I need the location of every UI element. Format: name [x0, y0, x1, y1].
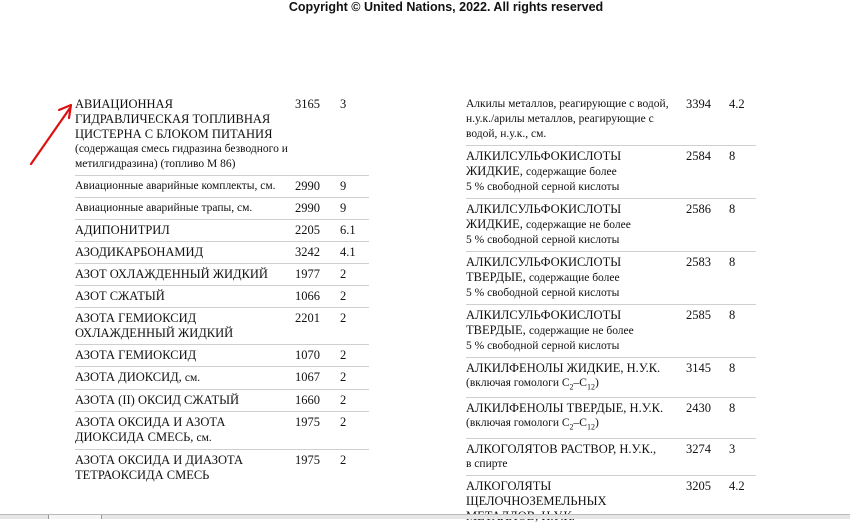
row-divider	[75, 285, 369, 286]
substance-description: 5 % свободной серной кислоты	[466, 287, 620, 299]
substance-name	[75, 201, 290, 216]
substance-entry	[466, 202, 756, 248]
row-divider	[466, 198, 756, 199]
hazard-class: 8	[729, 149, 736, 163]
row-divider	[466, 251, 756, 252]
un-number: 2990	[295, 179, 320, 193]
un-number: 2585	[686, 308, 711, 322]
substance-entry	[466, 308, 756, 354]
row-divider	[466, 145, 756, 146]
substance-entry	[466, 149, 756, 195]
un-number: 3145	[686, 361, 711, 375]
hazard-class: 8	[729, 202, 736, 216]
substance-title: АЗОДИКАРБОНАМИД	[75, 245, 204, 259]
substance-entry	[75, 415, 375, 446]
substance-qualifier: содержащие не более	[526, 219, 631, 231]
hazard-class: 8	[729, 308, 736, 322]
substance-entry	[466, 361, 756, 394]
substance-name	[75, 453, 290, 483]
substance-name	[466, 255, 681, 301]
substance-description: Алкилы металлов, реагирующие с водой, н.у.к./арилы металлов, реагирующие с водой, н.у.к., см.	[466, 98, 669, 140]
un-number: 1660	[295, 393, 320, 407]
row-divider	[466, 357, 756, 358]
substance-entry	[466, 401, 756, 434]
substance-name	[466, 442, 681, 472]
substance-entry	[75, 201, 375, 216]
un-number: 3274	[686, 441, 711, 456]
hazard-class: 8	[729, 255, 736, 269]
substance-entry	[466, 442, 756, 472]
substance-name	[75, 348, 290, 363]
row-divider	[75, 241, 369, 242]
substance-qualifier: содержащие не более	[528, 325, 634, 337]
un-number: 3242	[295, 245, 320, 259]
un-number: 2990	[295, 201, 320, 215]
copyright-notice: Copyright © United Nations, 2022. All rights reserved	[288, 0, 604, 14]
substance-title: АЗОТ ОХЛАЖДЕННЫЙ ЖИДКИЙ	[75, 267, 268, 281]
substance-entry	[75, 223, 375, 238]
hazard-class: 4.2	[729, 97, 745, 111]
substance-name	[466, 361, 681, 394]
right-column	[466, 97, 756, 524]
un-number: 2584	[686, 149, 711, 163]
row-divider	[75, 344, 369, 345]
substance-entry	[75, 289, 375, 304]
un-number: 1067	[295, 370, 320, 384]
hazard-class: 3	[340, 97, 347, 111]
hazard-class: 4.1	[340, 245, 356, 259]
substance-entry	[75, 179, 375, 194]
substance-description: 5 % свободной серной кислоты	[466, 181, 620, 193]
substance-qualifier: содержащие более	[526, 166, 617, 178]
substance-qualifier: см.	[184, 372, 201, 384]
hazard-class: 4.2	[729, 478, 745, 493]
hazard-class: 2	[340, 348, 347, 362]
substance-name	[75, 415, 290, 446]
substance-name	[75, 289, 290, 304]
un-number: 2583	[686, 255, 711, 269]
substance-description: (содержащая смесь гидразина безводного и метилгидразина) (топливо М 86)	[75, 143, 288, 170]
row-divider	[75, 411, 369, 412]
scrollbar-thumb[interactable]	[48, 515, 102, 519]
hazard-class: 2	[340, 289, 347, 303]
substance-description: (включая гомологи $C_2-C_{12}$)	[466, 417, 599, 432]
row-divider	[466, 475, 756, 476]
un-number: 1975	[295, 453, 320, 467]
row-divider	[75, 366, 369, 367]
hazard-class: 2	[340, 370, 347, 384]
substance-title: АВИАЦИОННАЯ ГИДРАВЛИЧЕСКАЯ ТОПЛИВНАЯ ЦИСТЕРНА С БЛОКОМ ПИТАНИЯ	[75, 97, 273, 141]
row-divider	[466, 304, 756, 305]
substance-title: АЛКИЛСУЛЬФОКИСЛОТЫ ТВЕРДЫЕ,	[466, 308, 622, 337]
substance-name	[75, 393, 290, 408]
hazard-class: 8	[729, 401, 736, 416]
un-number: 3165	[295, 97, 320, 111]
substance-qualifier: содержащие более	[528, 272, 620, 284]
left-column	[75, 97, 375, 483]
substance-name	[75, 223, 290, 238]
hazard-class: 2	[340, 267, 347, 281]
substance-name	[75, 245, 290, 260]
substance-qualifier: см.	[196, 432, 212, 444]
substance-entry	[75, 267, 375, 282]
substance-title: АДИПОНИТРИЛ	[75, 223, 170, 237]
red-arrow-annotation	[28, 100, 76, 168]
substance-title: АЗОТА ОКСИДА И ДИАЗОТА ТЕТРАОКСИДА СМЕСЬ	[75, 453, 244, 482]
substance-description: Авиационные аварийные трапы, см.	[75, 202, 253, 214]
substance-title: АЛКОГОЛЯТОВ РАСТВОР, Н.У.К.,	[466, 441, 657, 456]
horizontal-scrollbar[interactable]	[0, 514, 850, 519]
row-divider	[75, 449, 369, 450]
substance-title: АЛКОГОЛЯТЫ ЩЕЛОЧНОЗЕМЕЛЬНЫХ	[466, 478, 607, 508]
hazard-class: 9	[340, 179, 347, 193]
un-number: 1070	[295, 348, 320, 362]
row-divider	[466, 438, 756, 439]
row-divider	[75, 175, 369, 176]
substance-description: Авиационные аварийные комплекты, см.	[75, 180, 276, 192]
substance-entry	[466, 97, 756, 142]
substance-entry	[75, 97, 375, 172]
hazard-class: 2	[340, 415, 347, 429]
hazard-class: 6.1	[340, 223, 356, 237]
substance-name	[466, 202, 681, 248]
substance-entry	[75, 393, 375, 408]
un-number: 2430	[686, 401, 711, 416]
un-number: 2201	[295, 311, 320, 325]
substance-entry	[466, 255, 756, 301]
substance-description: в спирте	[466, 457, 508, 470]
row-divider	[75, 219, 369, 220]
substance-name	[466, 308, 681, 354]
substance-description: 5 % свободной серной кислоты	[466, 340, 620, 352]
un-number: 2586	[686, 202, 711, 216]
substance-title: АЗОТ СЖАТЫЙ	[75, 289, 165, 303]
substance-title: АЛКИЛФЕНОЛЫ ТВЕРДЫЕ, Н.У.К.	[466, 401, 664, 416]
hazard-class: 3	[729, 441, 736, 456]
substance-name	[75, 97, 290, 172]
substance-entry	[75, 453, 375, 483]
substance-name	[75, 311, 290, 341]
substance-title: АЛКИЛСУЛЬФОКИСЛОТЫ ЖИДКИЕ,	[466, 202, 622, 231]
substance-title: АЛКИЛСУЛЬФОКИСЛОТЫ ЖИДКИЕ,	[466, 149, 622, 178]
substance-title: АЛКИЛСУЛЬФОКИСЛОТЫ ТВЕРДЫЕ,	[466, 255, 622, 284]
substance-description: (включая гомологи $C_2-C_{12}$)	[466, 377, 599, 392]
substance-entry	[75, 245, 375, 260]
hazard-class: 9	[340, 201, 347, 215]
substance-title: АЗОТА ОКСИДА И АЗОТА ДИОКСИДА СМЕСЬ,	[75, 415, 226, 444]
un-number: 3205	[686, 478, 711, 493]
substance-description: 5 % свободной серной кислоты	[466, 234, 620, 246]
row-divider	[466, 397, 756, 398]
substance-entry	[75, 370, 375, 386]
substance-entry	[75, 311, 375, 341]
substance-name	[75, 267, 290, 282]
substance-name	[466, 401, 681, 434]
substance-title: АЗОТА (II) ОКСИД СЖАТЫЙ	[75, 393, 240, 407]
substance-title: АЗОТА ГЕМИОКСИД	[75, 348, 197, 362]
hazard-class: 2	[340, 311, 347, 325]
substance-name	[466, 97, 681, 142]
row-divider	[75, 389, 369, 390]
un-number: 1975	[295, 415, 320, 429]
un-number: 1066	[295, 289, 320, 303]
row-divider	[75, 263, 369, 264]
substance-name	[466, 149, 681, 195]
hazard-class: 8	[729, 361, 736, 375]
row-divider	[75, 197, 369, 198]
substance-title: АЛКИЛФЕНОЛЫ ЖИДКИЕ, Н.У.К.	[466, 361, 661, 375]
row-divider	[75, 307, 369, 308]
un-number: 3394	[686, 97, 711, 111]
hazard-class: 2	[340, 453, 347, 467]
hazard-class: 2	[340, 393, 347, 407]
un-number: 1977	[295, 267, 320, 281]
substance-name	[75, 179, 290, 194]
substance-entry	[75, 348, 375, 363]
un-number: 2205	[295, 223, 320, 237]
substance-title: АЗОТА ДИОКСИД,	[75, 370, 182, 384]
substance-title: АЗОТА ГЕМИОКСИД ОХЛАЖДЕННЫЙ ЖИДКИЙ	[75, 311, 234, 340]
substance-name	[75, 370, 290, 386]
